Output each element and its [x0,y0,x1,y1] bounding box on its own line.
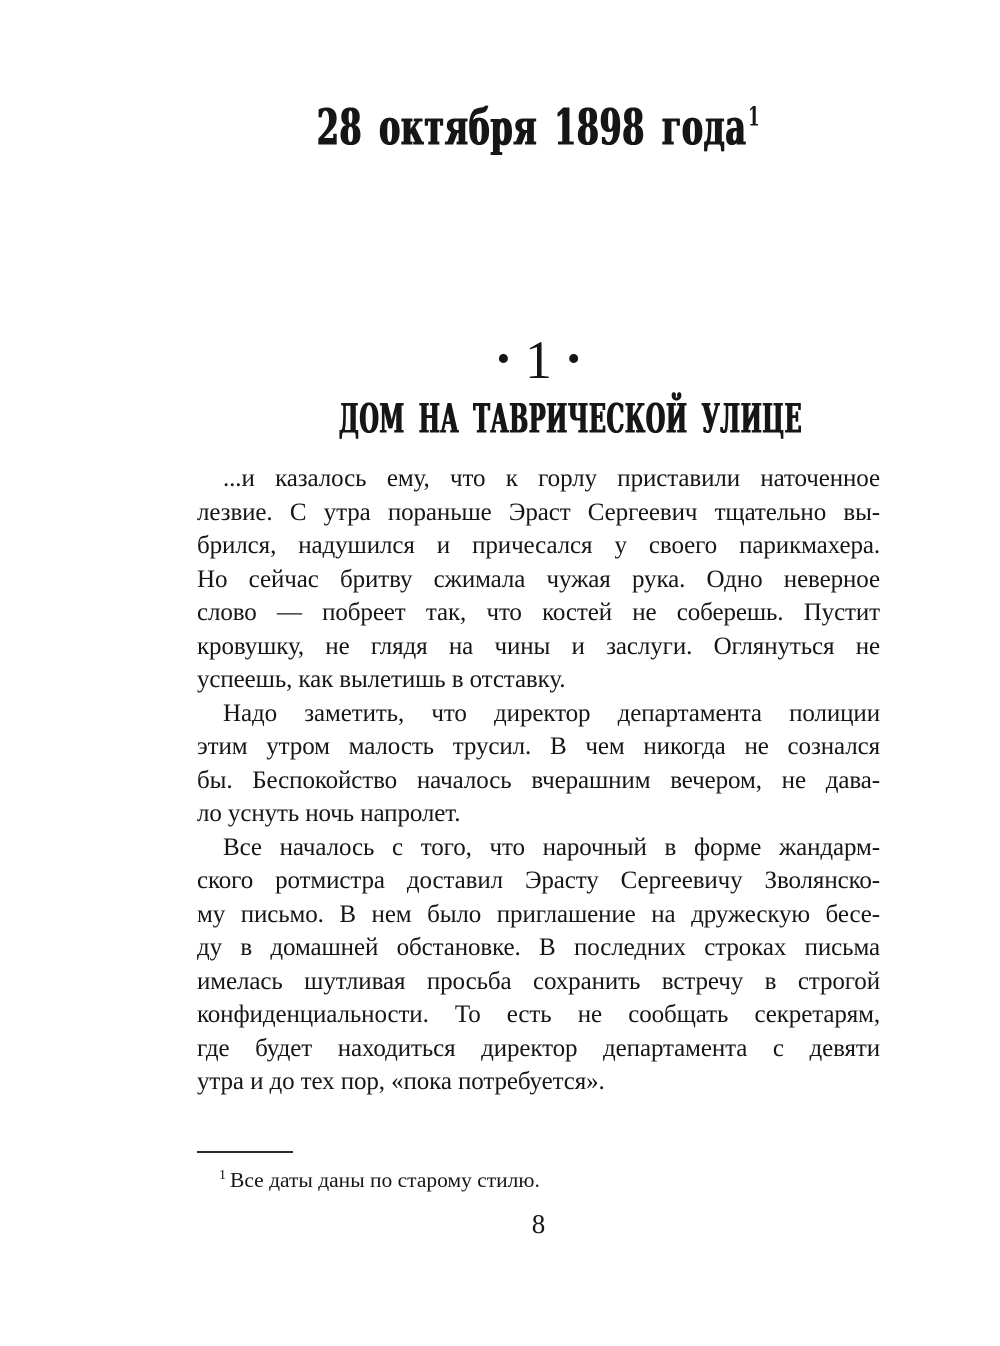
bullet-icon: • [567,338,581,380]
body-text-line: Надо заметить, что директор департамента полиции [223,699,880,727]
body-text-line: где будет находиться директор департамента с девяти [197,1034,880,1062]
body-text-line: ду в домашней обстановке. В последних строках письма [197,934,880,961]
chapter-title-text: ДОМ НА ТАВРИЧЕСКОЙ УЛИЦЕ [338,395,803,443]
body-text-line: имелась шутливая просьба сохранить встречу в строгой [197,967,880,995]
footnote-separator-rule [197,1151,293,1153]
body-text-line: кровушку, не глядя на чины и заслуги. Оглянуться не [197,632,880,660]
chapter-number [197,332,880,388]
body-text-line: Но сейчас бритву сжимала чужая рука. Одно неверное [197,565,880,593]
body-text-line: му письмо. В нем было приглашение на дружескую бесе- [197,900,880,928]
footnote-marker: 1 [219,1168,226,1183]
body-text-line: Все началось с того, что нарочный в форме жандарм- [223,833,880,861]
footnote [197,1162,880,1194]
body-text-line: бы. Беспокойство началось вчерашним вечером, не дава- [197,766,880,794]
body-text-line: ского ротмистра доставил Эрасту Сергеевичу Зволянско- [197,867,880,894]
body-text-line: конфиденциальности. То есть не сообщать секретарям, [197,1001,880,1028]
body-text-line: лезвие. С утра пораньше Эраст Сергеевич тщательно вы- [197,498,880,526]
bullet-icon: • [496,338,510,380]
footnote-line [197,1168,540,1192]
body-text-line: ...и казалось ему, что к горлу приставили наточенное [223,465,880,492]
page-number: 8 [531,1209,546,1239]
footnote-reference-marker: 1 [747,101,761,133]
body-text-line: слово — побреет так, что костей не соберешь. Пустит [197,599,880,626]
date-heading-display [317,89,760,156]
chapter-number-text: 1 [525,330,552,390]
body-text [197,462,880,1099]
footnote-text: Все даты даны по старому стилю. [230,1168,540,1192]
date-heading [197,94,880,157]
body-text-line: успеешь, как вылетишь в отставку. [197,666,566,693]
body-text-line: брился, надушился и причесался у своего парикмахера. [197,532,880,559]
body-text-line: этим утром малость трусил. В чем никогда не сознался [197,733,880,760]
body-text-line: ло уснуть ночь напролет. [197,800,461,827]
date-heading-text: 28 октября 1898 года [316,98,747,157]
body-text-line: утра и до тех пор, «пока потребуется». [197,1068,605,1095]
chapter-title [197,395,880,443]
